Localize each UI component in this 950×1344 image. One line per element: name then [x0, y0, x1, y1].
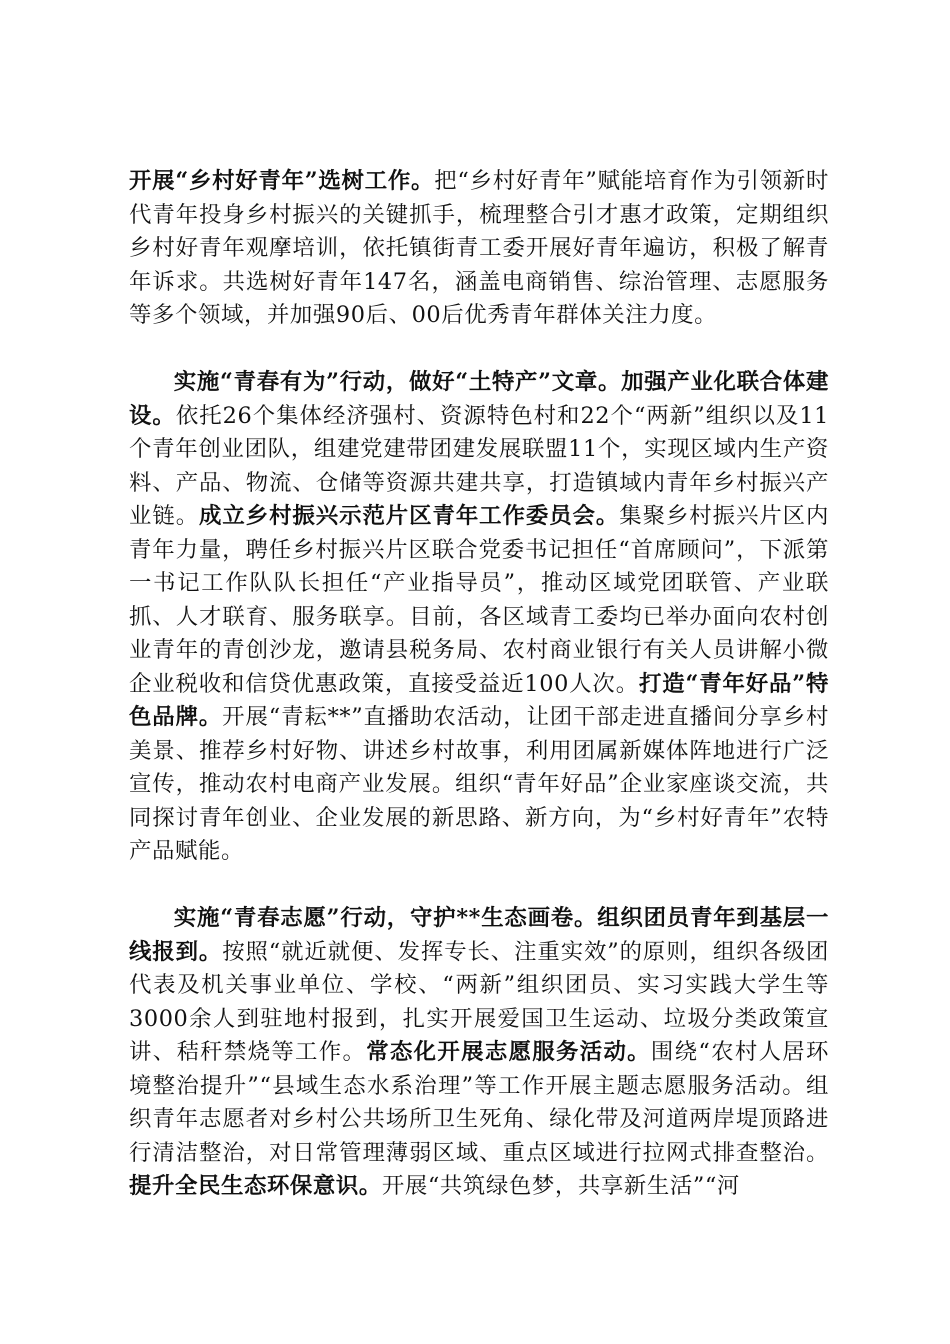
heading-youth-action: 实施“青春有为”行动，做好“土特产”文章。加强产业化联合体建设。 [129, 369, 829, 429]
paragraph-youth-action [129, 366, 829, 869]
body-text: 按照“就近就便、发挥专长、注重实效”的原则，组织各级团代表及机关事业单位、学校、“两新”组织团员、实习实践大学生等3000余人到驻地村报到，扎实开展爱国卫生运动、垃圾分类政策宣讲、秸秆禁烧等工作。 [129, 938, 829, 1065]
body-text: 依托26个集体经济强村、资源特色村和22个“两新”组织以及11个青年创业团队，组建党建带团建发展联盟11个，实现区域内生产资料、产品、物流、仓储等资源共建共享，打造镇域内青年乡村振兴产业链。 [129, 402, 830, 529]
body-text: 把“乡村好青年”赋能培育作为引领新时代青年投身乡村振兴的关键抓手，梳理整合引才惠才政策，定期组织乡村好青年观摩培训，依托镇街青工委开展好青年遍访，积极了解青年诉求。共选树好青年147名，涵盖电商销售、综治管理、志愿服务等多个领域，并加强90后、00后优秀青年群体关注力度。 [129, 168, 829, 328]
paragraph-youth-selection [129, 165, 829, 333]
body-text: 围绕“农村人居环境整治提升”“县域生态水系治理”等工作开展主题志愿服务活动。组织青年志愿者对乡村公共场所卫生死角、绿化带及河道两岸堤顶路进行清洁整治，对日常管理薄弱区域、重点区域进行拉网式排查整治。 [129, 1039, 830, 1166]
heading-brand: 打造“青年好品”特色品牌。 [129, 670, 829, 730]
heading-youth-selection: 开展“乡村好青年”选树工作。 [129, 168, 435, 194]
body-text: 开展“共筑绿色梦，共享新生活”“河 [381, 1173, 740, 1199]
body-text: 集聚乡村振兴片区内青年力量，聘任乡村振兴片区联合党委书记担任“首席顾问”，下派第一书记工作队队长担任“产业指导员”，推动区域党团联管、产业联抓、人才联育、服务联享。目前，各区域青工委均已举办面向农村创业青年的青创沙龙，邀请县税务局、农村商业银行有关人员讲解小微企业税收和信贷优惠政策，直接受益近100人次。 [129, 503, 829, 697]
paragraph-volunteer-action [129, 902, 829, 1204]
document-body [129, 165, 829, 1237]
heading-volunteer-action: 实施“青春志愿”行动，守护**生态画卷。组织团员青年到基层一线报到。 [129, 905, 829, 965]
heading-volunteer-service: 常态化开展志愿服务活动。 [366, 1039, 651, 1065]
body-text: 开展“青耘**”直播助农活动，让团干部走进直播间分享乡村美景、推荐乡村好物、讲述乡村故事，利用团属新媒体阵地进行广泛宣传，推动农村电商产业发展。组织“青年好品”企业家座谈交流，共同探讨青年创业、企业发展的新思路、新方向，为“乡村好青年”农特产品赋能。 [129, 704, 829, 864]
heading-eco-awareness: 提升全民生态环保意识。 [129, 1173, 382, 1199]
heading-committee: 成立乡村振兴示范片区青年工作委员会。 [199, 503, 620, 529]
